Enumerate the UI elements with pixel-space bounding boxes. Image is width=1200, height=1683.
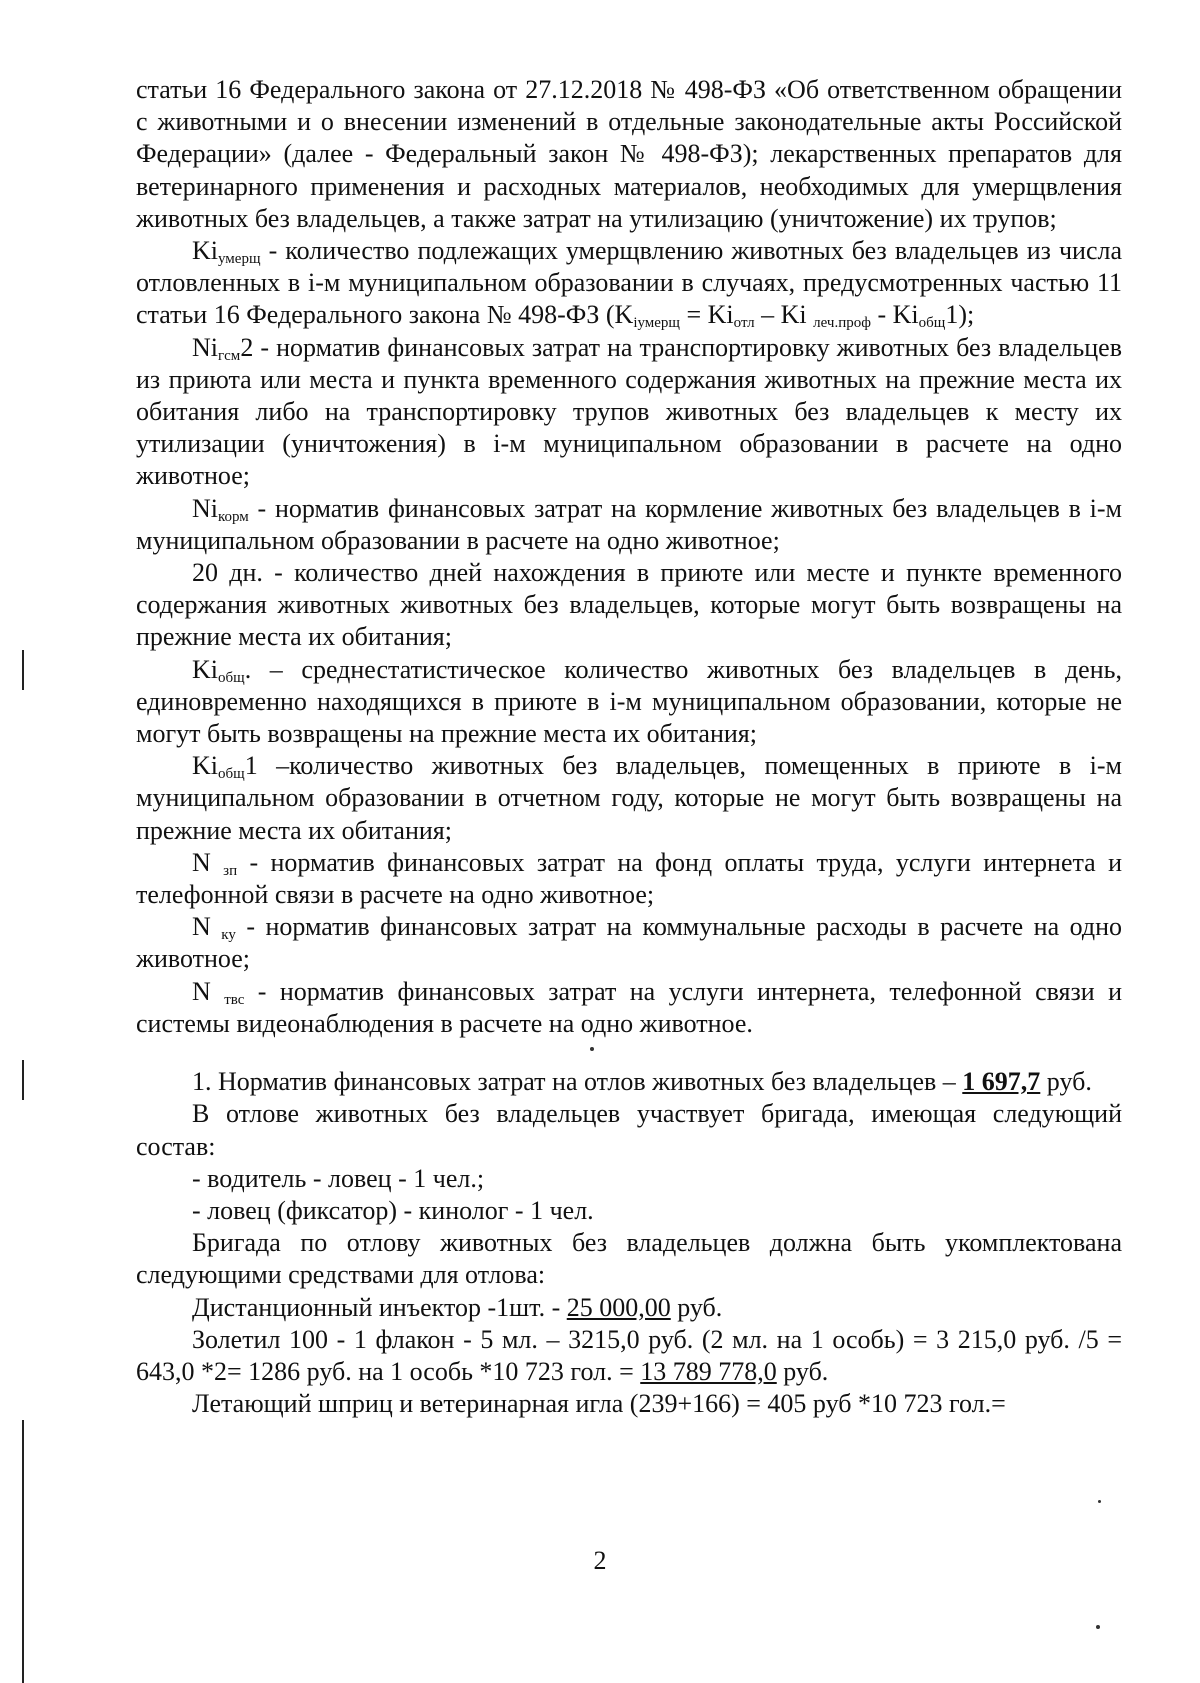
paragraph-ni-korm: $Ni_{корм}$ - норматив финансовых затрат на кормление животных без владельцев в i-м муниципальном образовании в расчете на одно животное; [136,493,1122,555]
paragraph-n-tvs: N $_{твс}$ - норматив финансовых затрат на услуги интернета, телефонной связи и системы видеонаблюдения в расчете на одно животное. [136,976,1123,1038]
paragraph-ki-obsch: $Ki_{общ}$. – среднестатистическое количество животных без владельцев в день, единовременно находящихся в приюте в i-м муниципальном образовании, которые не могут быть возвращены на прежние места их обитания; [136,654,1122,749]
document-body [136,74,1122,1420]
list-item-catcher: - ловец (фиксатор) - кинолог - 1 чел. [192,1195,594,1225]
paragraph-injector: Дистанционный инъектор -1шт. - 25 000,00 руб. [192,1292,723,1322]
list-item-driver: - водитель - ловец - 1 чел.; [192,1163,485,1193]
paragraph-intro: статьи 16 Федерального закона от 27.12.2018 № 498-ФЗ «Об ответственном обращении с животными и о внесении изменений в отдельные законодательные акты Российской Федерации» (далее - Федеральный закон № 498-ФЗ); лекарственных препаратов для ветеринарного применения и расходных материалов, необходимых для умерщвления животных без владельцев, а также затрат на утилизацию (уничтожение) их трупов; [136,75,1122,233]
scan-speck [1096,1625,1100,1629]
paragraph-zoletil: Золетил 100 - 1 флакон - 5 мл. – 3215,0 руб. (2 мл. на 1 особь) = 3 215,0 руб. /5 = 643,0 *2= 1286 руб. на 1 особь *10 723 гол. = 13 789 778,0 руб. [136,1324,1122,1386]
page-number: 2 [593,1546,607,1575]
scan-margin-mark [22,1060,24,1100]
paragraph-n-zp: N $_{зп}$ - норматив финансовых затрат на фонд оплаты труда, услуги интернета и телефонной связи в расчете на одно животное; [136,847,1122,910]
amount-catch-norm: 1 697,7 [962,1067,1041,1097]
amount-injector: 25 000,00 [566,1292,671,1322]
paragraph-n-ku: N $_{ку}$ - норматив финансовых затрат на коммунальные расходы в расчете на одно животное; [136,912,1122,974]
paragraph-section-1: 1. Норматив финансовых затрат на отлов животных без владельцев – 1 697,7 руб. [192,1067,1092,1097]
paragraph-ni-gsm2: $Ni_{гсм}2$ - норматив финансовых затрат на транспортировку животных без владельцев из приюта или места и пункта временного содержания животных на прежние места их обитания либо на транспортировку трупов животных без владельцев к месту их утилизации (уничтожения) в i-м муниципальном образовании в расчете на одно животное; [136,332,1122,491]
amount-zoletil: 13 789 778,0 [640,1356,777,1386]
scan-margin-mark [22,650,24,690]
paragraph-equipment: Бригада по отлову животных без владельцев должна быть укомплектована следующими средствами для отлова: [136,1228,1122,1290]
paragraph-20-days: 20 дн. - количество дней нахождения в приюте или месте и пункте временного содержания животных животных без владельцев, которые могут быть возвращены на прежние места их обитания; [136,558,1122,652]
paragraph-ki-obsch1: $Ki_{общ}1$ –количество животных без владельцев, помещенных в приюте в i-м муниципальном образовании в отчетном году, которые не могут быть возвращены на прежние места их обитания; [136,751,1122,845]
paragraph-brigade: В отлове животных без владельцев участвует бригада, имеющая следующий состав: [136,1099,1122,1161]
paragraph-syringe: Летающий шприц и ветеринарная игла (239+166) = 405 руб *10 723 гол.= [192,1389,1006,1419]
scan-speck [1098,1500,1101,1503]
paragraph-ki-umersch: $Ki_{умерщ}$ - количество подлежащих умерщвлению животных без владельцев из числа отловленных в i-м муниципальном образовании в случаях, предусмотренных частью 11 статьи 16 Федерального закона № 498-ФЗ ($K_{iумерщ} = Ki_{отл} - Ki$ $_{леч.проф} - Ki_{общ}1$); [136,236,1122,332]
